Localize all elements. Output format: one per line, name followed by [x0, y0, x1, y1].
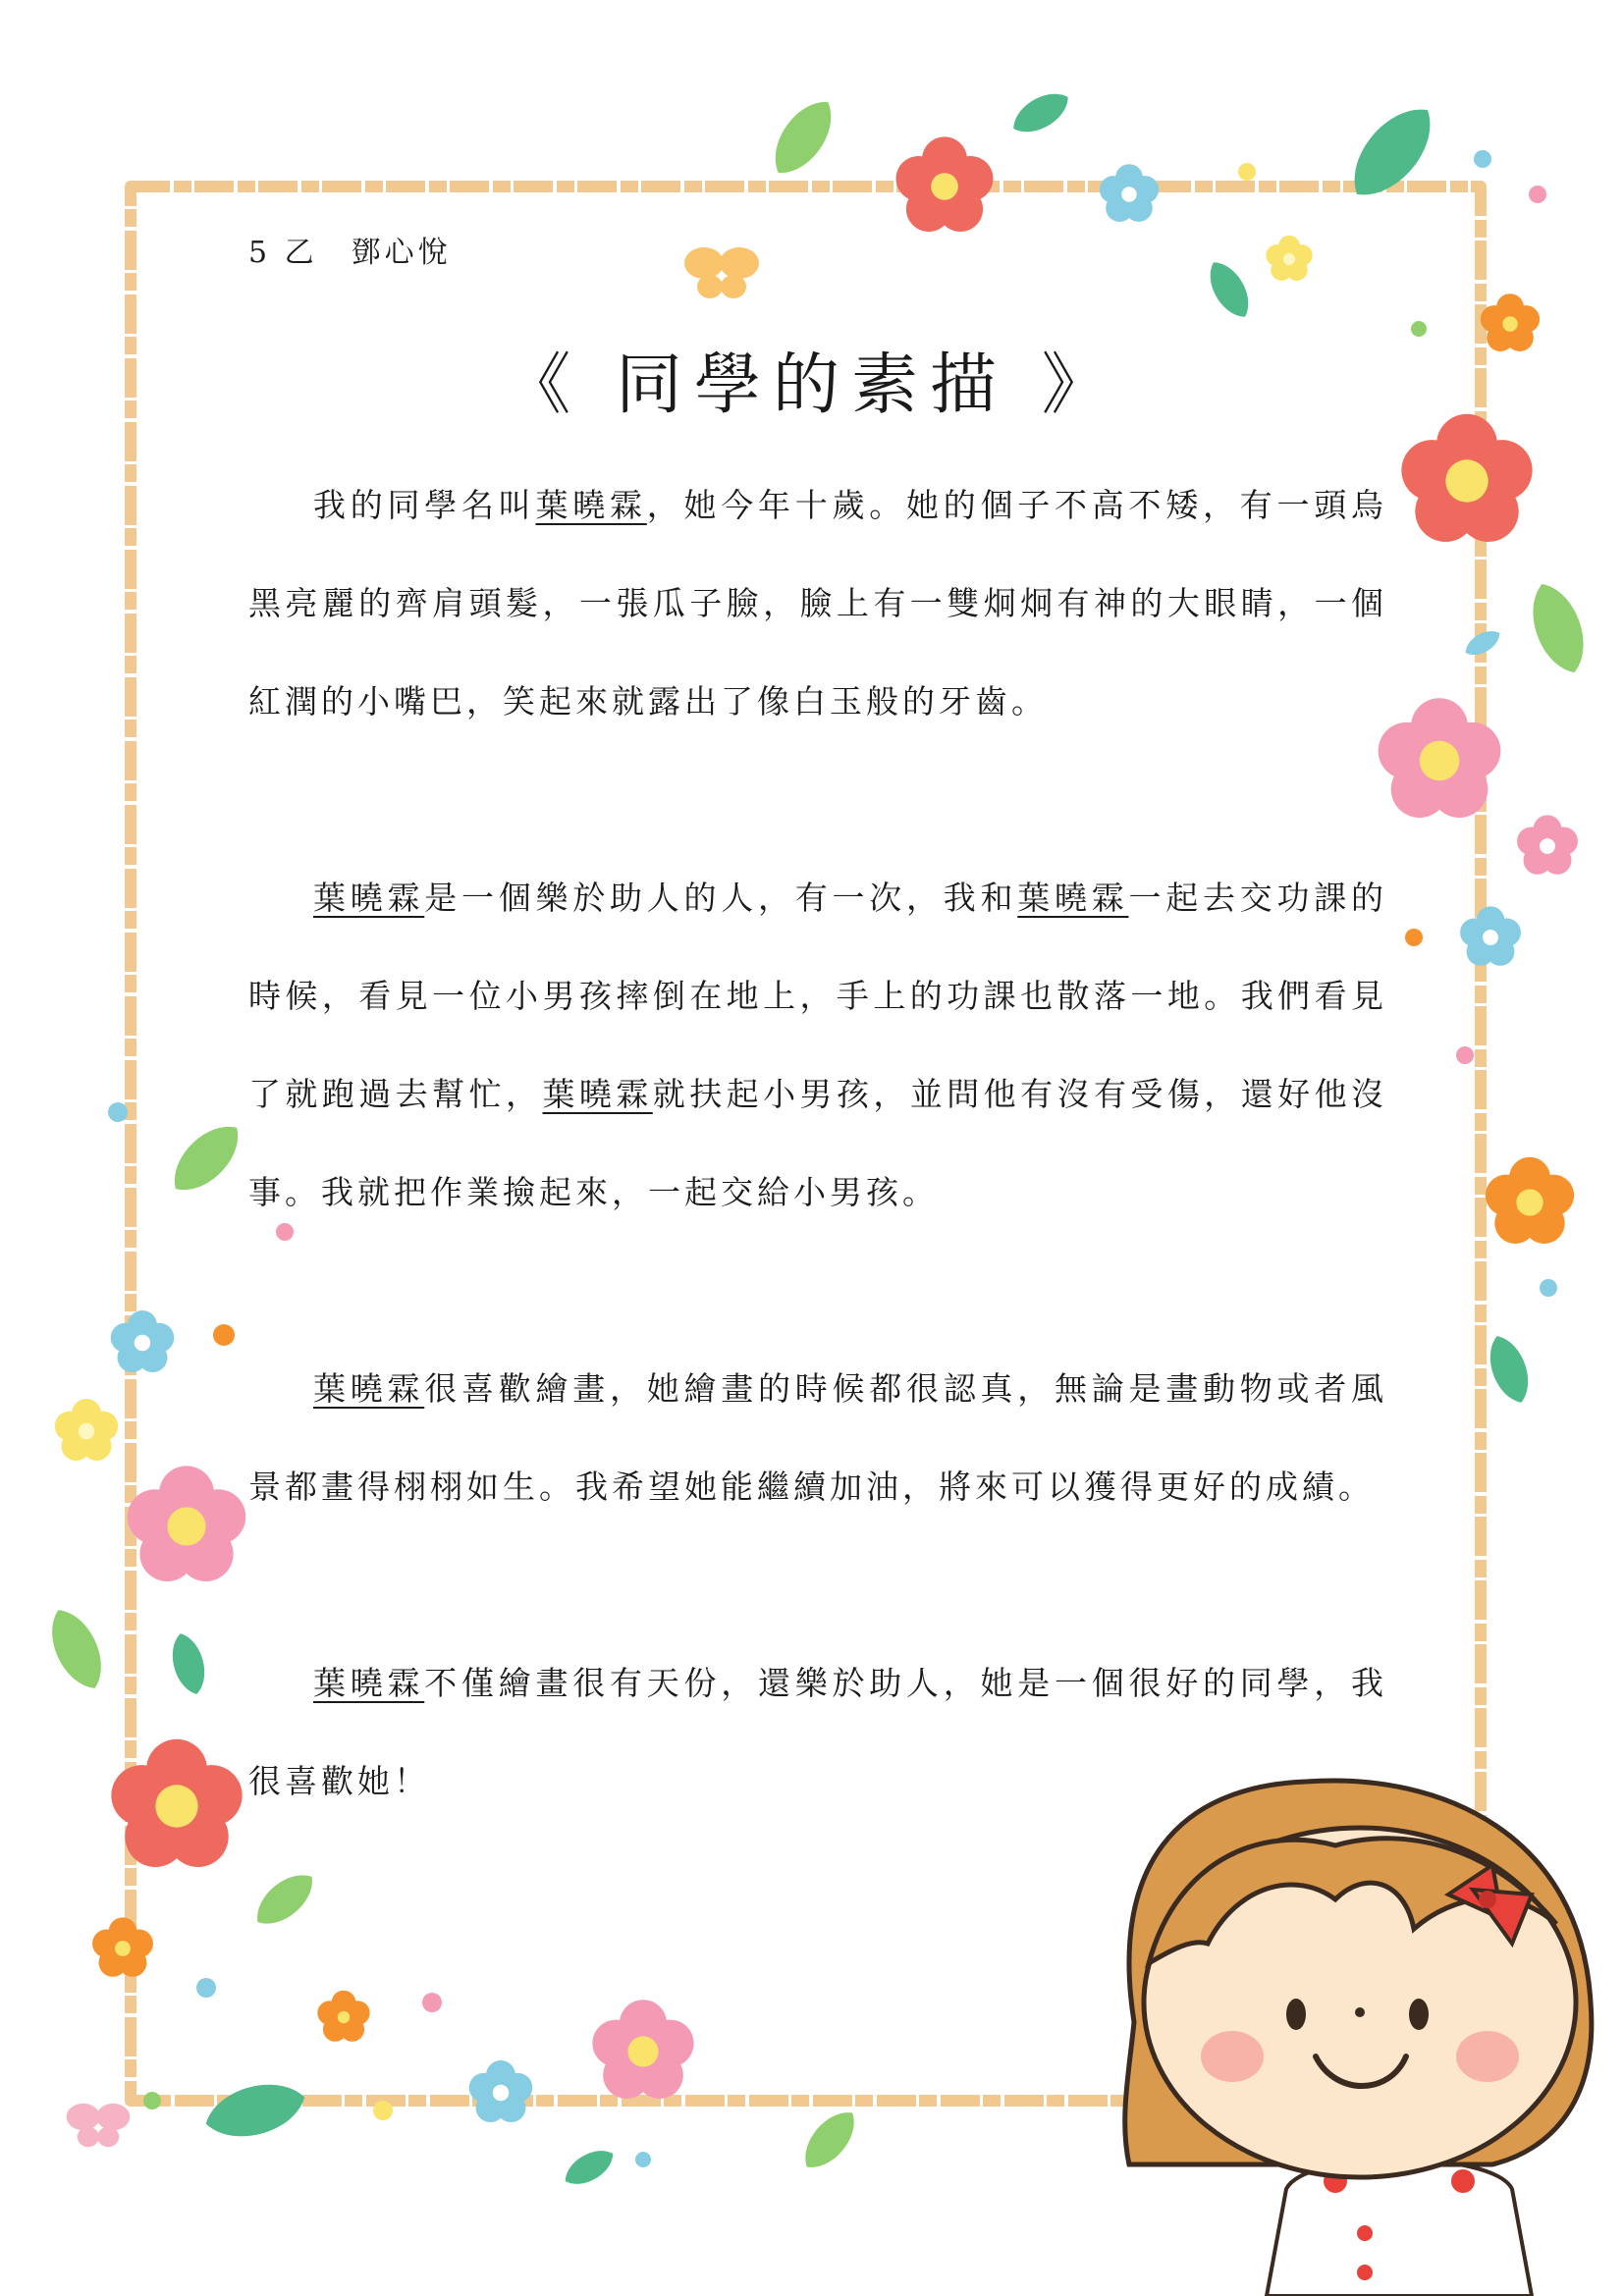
paragraph-text: 一起去交功課的時候，看見一位小男孩摔倒在地上，手上的功課也散落一地。我們看見了就跑過去幫忙， [248, 879, 1387, 1113]
author-line: 5 乙 鄧心悅 [248, 236, 452, 270]
leaf-decoration [762, 90, 844, 185]
butterfly-decoration [684, 247, 759, 298]
leaf-decoration [1482, 1330, 1537, 1408]
leaf-decoration [247, 1864, 323, 1935]
classmate-name: 葉曉霖 [535, 486, 647, 524]
essay-paragraph [248, 849, 1387, 1242]
butterfly-decoration [67, 2104, 131, 2147]
flower-decoration [111, 1739, 242, 1867]
essay-body [248, 456, 1387, 1831]
girl-illustration [1125, 1781, 1592, 2296]
flower-decoration [1486, 1157, 1574, 1244]
flower-decoration [1460, 906, 1521, 965]
leaf-decoration [161, 1113, 250, 1202]
flower-decoration [592, 2000, 693, 2099]
leaf-decoration [1006, 84, 1075, 141]
flower-decoration [1517, 815, 1578, 874]
leaf-decoration [794, 2103, 865, 2178]
flower-decoration [317, 1991, 369, 2042]
flower-decoration [1100, 164, 1159, 222]
flower-decoration [1266, 236, 1312, 281]
classmate-name: 葉曉霖 [313, 879, 425, 917]
paragraph-text: 很喜歡繪畫，她繪畫的時候都很認真，無論是畫動物或者風景都畫得栩栩如生。我希望她能繼續加油，將來可以獲得更好的成績。 [248, 1369, 1387, 1506]
leaf-decoration [1337, 93, 1447, 211]
flower-decoration [92, 1917, 153, 1976]
page-title: 《 同學的素描 》 [504, 347, 1120, 424]
classmate-name: 葉曉霖 [542, 1075, 653, 1113]
flower-decoration [128, 1466, 245, 1581]
leaf-decoration [40, 1601, 114, 1696]
classmate-name: 葉曉霖 [1017, 879, 1129, 917]
classmate-name: 葉曉霖 [313, 1664, 425, 1702]
paragraph-text: 是一個樂於助人的人，有一次，我和 [424, 879, 1018, 917]
essay-paragraph [248, 1634, 1387, 1831]
flower-decoration [469, 2060, 533, 2122]
paragraph-text: 就扶起小男孩，並問他有沒有受傷，還好他沒事。我就把作業撿起來，一起交給小男孩。 [248, 1075, 1388, 1211]
essay-paragraph [248, 456, 1387, 751]
leaf-decoration [559, 2143, 620, 2193]
essay-paragraph [248, 1340, 1387, 1536]
paragraph-text: 不僅繪畫很有天份，還樂於助人，她是一個很好的同學，我很喜歡她！ [248, 1664, 1387, 1800]
leaf-decoration [199, 2074, 310, 2147]
paragraph-text: 我的同學名叫 [313, 486, 536, 524]
leaf-decoration [166, 1629, 211, 1698]
flower-decoration [111, 1310, 175, 1372]
flower-decoration [896, 136, 994, 232]
flower-decoration [55, 1399, 119, 1461]
leaf-decoration [1521, 576, 1595, 680]
flower-decoration [1401, 414, 1532, 542]
classmate-name: 葉曉霖 [313, 1369, 425, 1408]
paragraph-text: ，她今年十歲。她的個子不高不矮，有一頭烏黑亮麗的齊肩頭髮，一張瓜子臉，臉上有一雙炯炯有神的大眼睛，一個紅潤的小嘴巴，笑起來就露出了像白玉般的牙齒。 [248, 486, 1387, 721]
leaf-decoration [1201, 255, 1258, 324]
